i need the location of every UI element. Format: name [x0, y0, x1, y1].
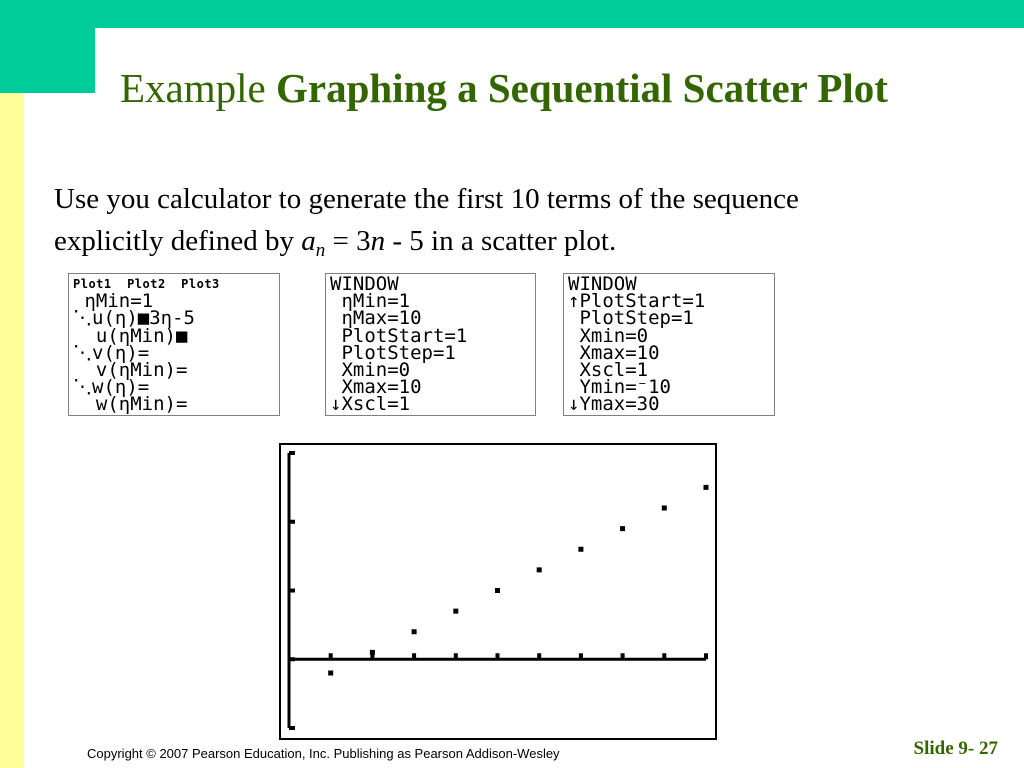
screen-line: PlotStep=1: [568, 307, 694, 330]
screen-line: WINDOW: [568, 273, 637, 295]
screen-line: WINDOW: [330, 273, 399, 295]
data-point: [537, 567, 542, 572]
screen-line: Xmax=10: [568, 341, 660, 364]
y-tick: [289, 657, 295, 661]
screen-line: ηMax=10: [330, 307, 422, 330]
plot-header: Plot1 Plot2 Plot3: [73, 277, 220, 291]
scatter-plot: [281, 445, 715, 738]
screen-line: Xscl=1: [568, 358, 649, 381]
y-tick: [289, 726, 295, 730]
screen-line: ⋱v(η)=: [73, 341, 150, 364]
screen-line: Ymin=⁻10: [568, 376, 671, 399]
var-a: a: [301, 225, 316, 257]
calculator-window-screen-1: [325, 273, 536, 416]
data-point: [370, 650, 375, 655]
sub-n: n: [315, 240, 326, 261]
screen-line: ↓Xscl=1: [330, 393, 411, 416]
screen-line: PlotStep=1: [330, 341, 456, 364]
slide-number: Slide 9- 27: [913, 738, 998, 759]
x-tick: [454, 653, 458, 659]
y-tick: [289, 451, 295, 455]
x-tick: [537, 653, 541, 659]
title-prefix: Example: [120, 65, 276, 111]
calculator-window-screen-2: [563, 273, 775, 416]
x-tick: [662, 653, 666, 659]
slide-title: [120, 66, 888, 111]
data-point: [495, 588, 500, 593]
body-paragraph: [54, 178, 994, 262]
y-tick: [289, 589, 295, 593]
x-tick: [621, 653, 625, 659]
screen-line: ↓Ymax=30: [568, 393, 660, 416]
screen-line: ↑PlotStart=1: [568, 290, 706, 313]
screen-line: PlotStart=1: [330, 324, 468, 347]
x-tick: [579, 653, 583, 659]
x-tick: [412, 653, 416, 659]
data-point: [578, 547, 583, 552]
data-point: [453, 609, 458, 614]
var-n: n: [370, 225, 386, 257]
screen-line: Xmin=0: [330, 358, 411, 381]
x-tick: [496, 653, 500, 659]
screen-line: Xmin=0: [568, 324, 649, 347]
screen-line: ηMin=1: [73, 290, 154, 313]
x-tick: [704, 653, 708, 659]
body-line-1: Use you calculator to generate the first 10 terms of the sequence: [54, 183, 799, 215]
data-point: [662, 506, 667, 511]
screen-line: v(ηMin)=: [73, 358, 188, 381]
screen-line: ηMin=1: [330, 290, 411, 313]
top-accent-bar: [0, 0, 1024, 28]
equals-3: = 3: [325, 225, 371, 257]
screen-line: w(ηMin)=: [73, 393, 188, 416]
data-point: [412, 629, 417, 634]
copyright-footer: Copyright © 2007 Pearson Education, Inc. Publishing as Pearson Addison-Wesley: [87, 746, 560, 761]
corner-accent-block: [0, 0, 95, 93]
screen-line: ⋱u(η)■3η-5: [73, 307, 195, 330]
screen-line: Xmax=10: [330, 376, 422, 399]
data-point: [704, 485, 709, 490]
screen-line: u(ηMin)■: [73, 324, 188, 347]
title-main: Graphing a Sequential Scatter Plot: [275, 65, 888, 111]
screen-line: ⋱w(η)=: [73, 376, 150, 399]
calculator-y-editor-screen: [68, 273, 280, 416]
body-line-2-pre: explicitly defined by: [54, 225, 302, 257]
body-line-2-post: - 5 in a scatter plot.: [385, 225, 617, 257]
x-tick: [329, 653, 333, 659]
left-accent-strip: [0, 0, 24, 768]
y-tick: [289, 520, 295, 524]
scatter-plot-screen: [279, 443, 717, 740]
data-point: [620, 526, 625, 531]
data-point: [328, 671, 333, 676]
